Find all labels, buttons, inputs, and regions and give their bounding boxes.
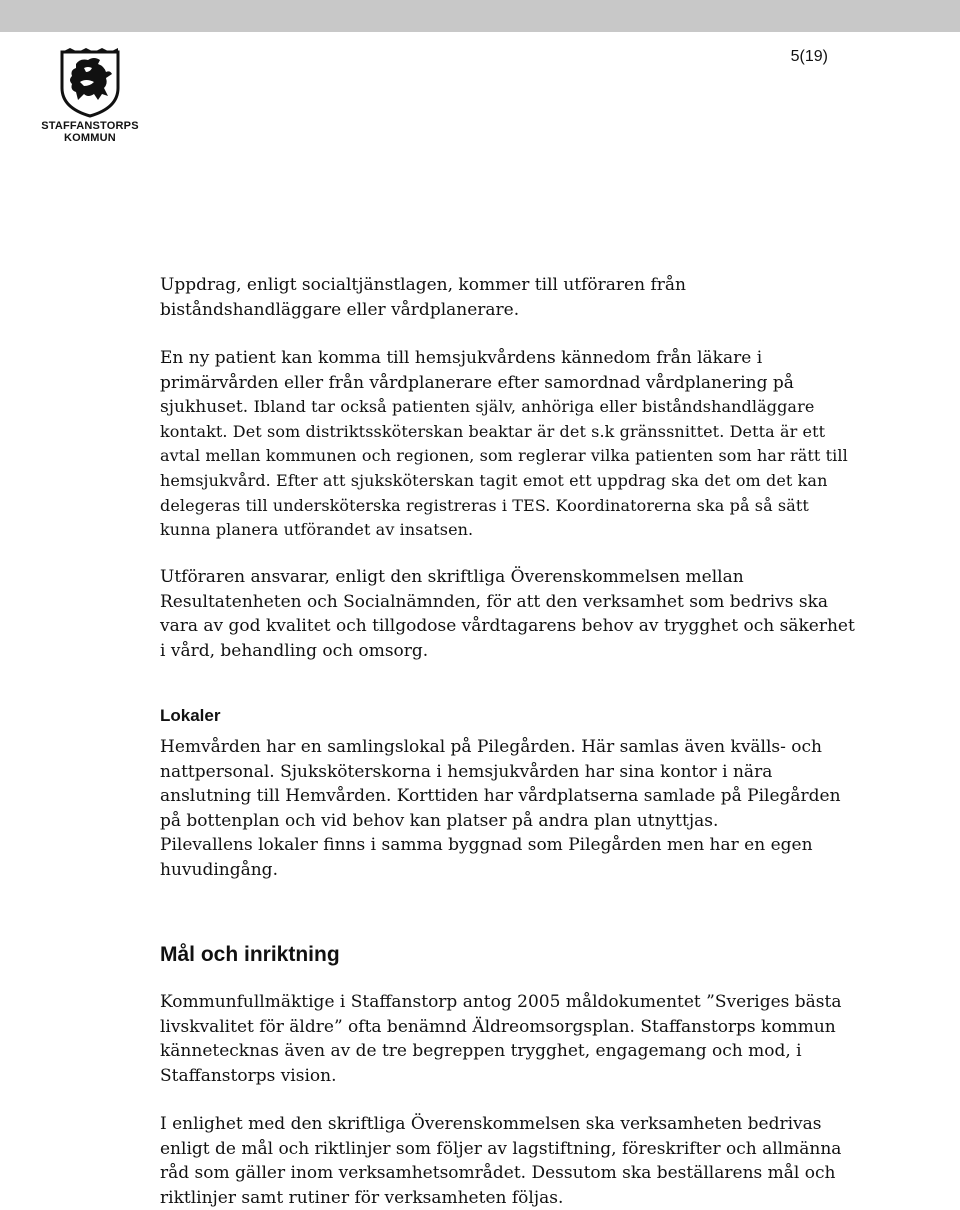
paragraph-ny-patient <box>160 346 860 543</box>
heading-mal-wrap <box>160 943 860 967</box>
paragraph-text: Pilevallens lokaler finns i samma byggnad som Pilegården men har en egen huvudingång. <box>160 835 813 880</box>
paragraph-text <box>160 346 860 543</box>
paragraph-text-part1: En ny patient kan komma till hemsjukvårdens kännedom från läkare i primärvården eller från vårdplanerare efter samordnad vårdplanering på sjukhuset. <box>160 348 794 418</box>
paragraph-text-part2: Ibland tar också patienten själv, anhöriga eller biståndshandläggare kontakt. Det som distriktssköterskan beaktar är det s.k gränssnittet. Detta är ett avtal mellan kommunen och regionen, som reglerar vilka patienten som har rätt till hemsjukvård. Efter att sjuksköterskan tagit emot ett uppdrag ska det om det kan delegeras till undersköterska registreras i TES. Koordinatorerna ska på så sätt kunna planera utförandet av insatsen. <box>160 397 848 540</box>
logo-text <box>40 120 140 144</box>
paragraph-hemvarden <box>160 735 860 883</box>
viewer-top-bar <box>0 0 960 32</box>
paragraph-text: Utföraren ansvarar, enligt den skriftliga Överenskommelsen mellan Resultatenheten och Socialnämnden, för att den verksamhet som bedrivs ska vara av god kvalitet och tillgodose vårdtagarens behov av trygghet och säkerhet i vård, behandling och omsorg. <box>160 567 855 661</box>
paragraph-utforaren <box>160 565 860 663</box>
paragraph-text: Kommunfullmäktige i Staffanstorp antog 2005 måldokumentet ”Sveriges bästa livskvalitet för äldre” ofta benämnd Äldreomsorgsplan. Staffanstorps kommun kännetecknas även av de tre begreppen trygghet, engagemang och mod, i Staffanstorps vision. <box>160 992 842 1086</box>
logo-text-line2: KOMMUN <box>64 132 116 144</box>
paragraph-enlighet <box>160 1112 860 1210</box>
paragraph-text: Uppdrag, enligt socialtjänstlagen, kommer till utföraren från biståndshandläggare eller vårdplanerare. <box>160 275 686 320</box>
heading-lokaler-wrap <box>160 706 860 726</box>
section-heading: Mål och inriktning <box>160 943 340 966</box>
paragraph-kommunfullmaktige <box>160 990 860 1088</box>
logo-text-line1: STAFFANSTORPS <box>41 120 139 132</box>
section-heading: Lokaler <box>160 706 221 725</box>
paragraph-text: I enlighet med den skriftliga Överenskommelsen ska verksamheten bedrivas enligt de mål och riktlinjer som följer av lagstiftning, föreskrifter och allmänna råd som gäller inom verksamhetsområdet. Dessutom ska beställarens mål och riktlinjer samt rutiner för verksamheten följas. <box>160 1114 842 1208</box>
paragraph-uppdrag <box>160 273 860 322</box>
paragraph-text: Hemvården har en samlingslokal på Pilegården. Här samlas även kvälls- och nattpersonal. Sjuksköterskorna i hemsjukvården har sina kontor i nära anslutning till Hemvården. Korttiden har vårdplatserna samlade på Pilegården på bottenplan och vid behov kan platser på andra plan utnyttjas. <box>160 737 841 831</box>
page-number: 5(19) <box>790 48 828 65</box>
